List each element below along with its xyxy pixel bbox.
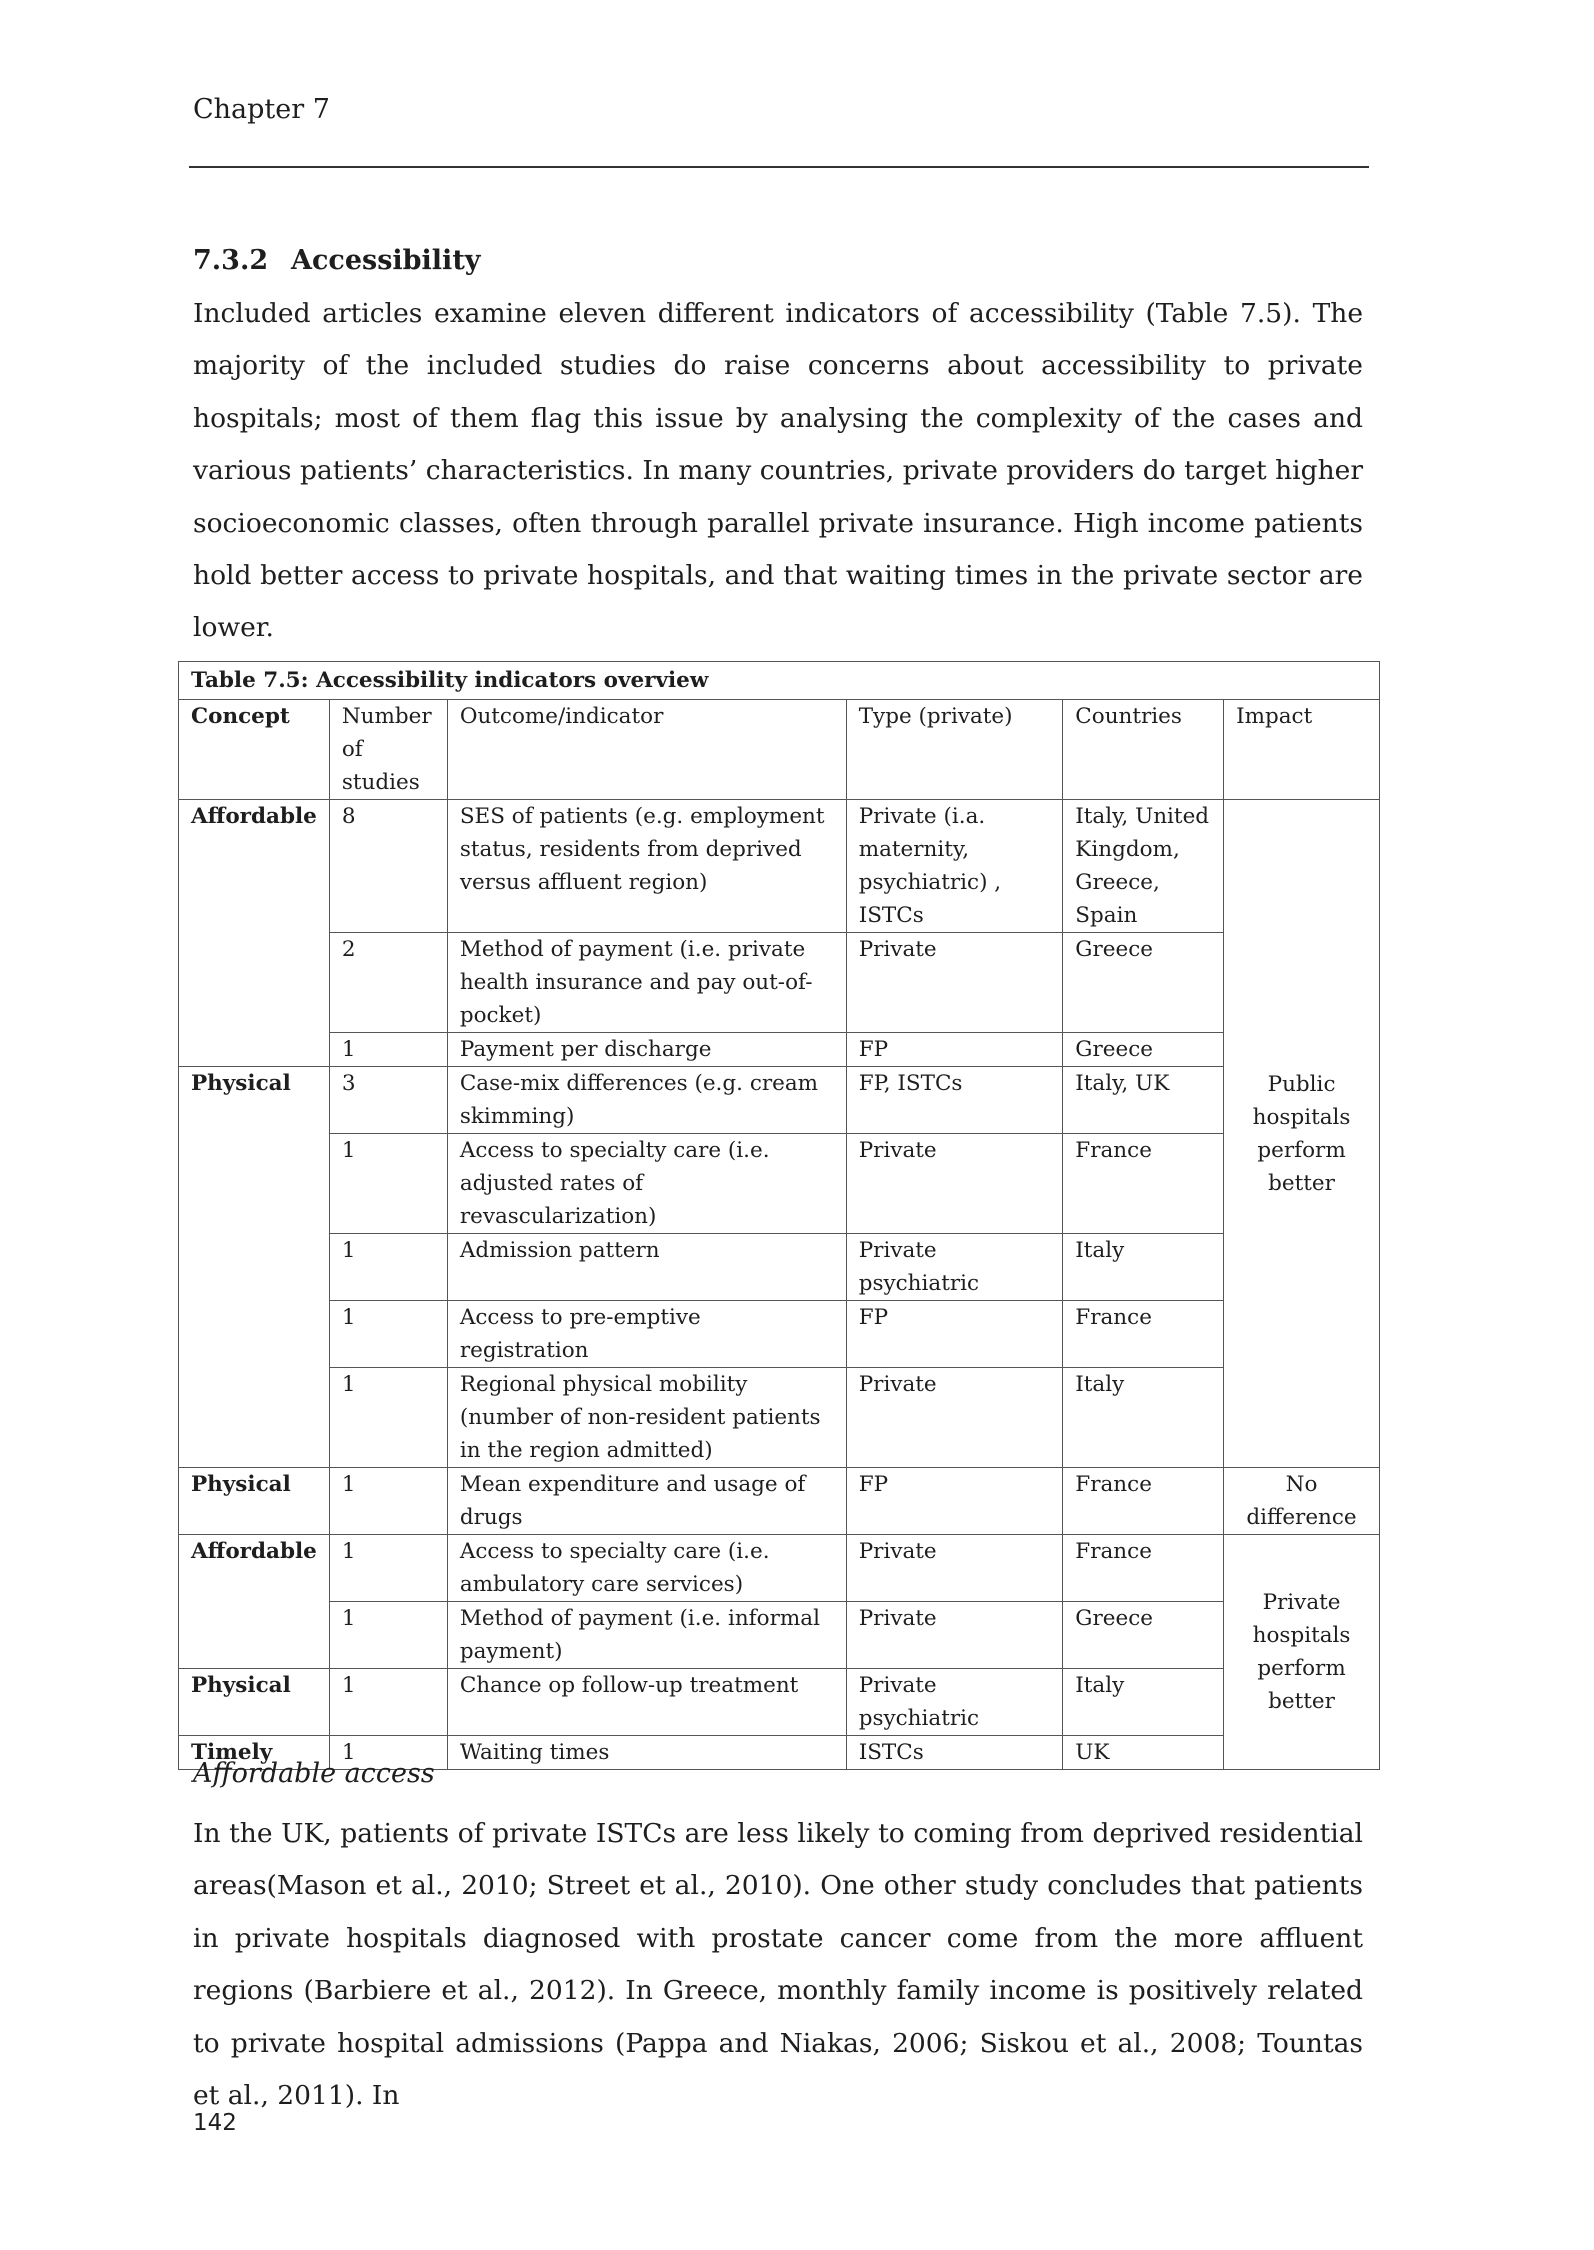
outcome-cell: Payment per discharge	[447, 1033, 846, 1067]
number-cell: 1	[329, 1234, 447, 1301]
outcome-cell: Admission pattern	[447, 1234, 846, 1301]
header-type: Type (private)	[846, 700, 1063, 800]
countries-cell: France	[1063, 1301, 1224, 1368]
type-cell: Private (i.a. maternity, psychiatric) , ISTCs	[846, 800, 1063, 933]
type-cell: FP	[846, 1468, 1063, 1535]
outcome-cell: Case-mix differences (e.g. cream skimming)	[447, 1067, 846, 1134]
table-row	[179, 933, 1380, 1033]
table-caption: Table 7.5: Accessibility indicators overview	[179, 662, 1380, 700]
concept-cell: Physical	[179, 1669, 330, 1736]
table-row	[179, 1368, 1380, 1468]
concept-cell: Physical	[179, 1468, 330, 1535]
header-impact: Impact	[1224, 700, 1380, 800]
outcome-cell: Chance op follow-up treatment	[447, 1669, 846, 1736]
outcome-cell: SES of patients (e.g. employment status, residents from deprived versus affluent region)	[447, 800, 846, 933]
type-cell: FP, ISTCs	[846, 1067, 1063, 1134]
outcome-cell: Regional physical mobility (number of non-resident patients in the region admitted)	[447, 1368, 846, 1468]
header-concept: Concept	[179, 700, 330, 800]
table-row	[179, 1602, 1380, 1669]
table-row	[179, 1669, 1380, 1736]
concept-cell: Timely	[179, 1736, 330, 1770]
number-cell: 2	[329, 933, 447, 1033]
number-cell: 1	[329, 1602, 447, 1669]
number-cell: 1	[329, 1301, 447, 1368]
table-row	[179, 1301, 1380, 1368]
outcome-cell: Access to specialty care (i.e. ambulatory care services)	[447, 1535, 846, 1602]
outcome-cell: Method of payment (i.e. private health insurance and pay out-of-pocket)	[447, 933, 846, 1033]
countries-cell: UK	[1063, 1736, 1224, 1770]
type-cell: FP	[846, 1033, 1063, 1067]
outcome-cell: Method of payment (i.e. informal payment)	[447, 1602, 846, 1669]
outcome-cell: Access to specialty care (i.e. adjusted rates of revascularization)	[447, 1134, 846, 1234]
countries-cell: Italy, UK	[1063, 1067, 1224, 1134]
header-number: Number of studies	[329, 700, 447, 800]
section-number: 7.3.2	[193, 245, 269, 276]
impact-cell-public-better: Public hospitals perform better	[1224, 800, 1380, 1468]
header-outcome: Outcome/indicator	[447, 700, 846, 800]
chapter-header: Chapter 7	[193, 94, 330, 125]
outcome-cell: Mean expenditure and usage of drugs	[447, 1468, 846, 1535]
number-cell: 1	[329, 1368, 447, 1468]
countries-cell: France	[1063, 1468, 1224, 1535]
header-rule	[189, 166, 1369, 168]
section-heading	[193, 245, 480, 276]
outcome-cell: Access to pre-emptive registration	[447, 1301, 846, 1368]
subheading-affordable-access: Affordable access	[193, 1758, 435, 1789]
concept-cell: Affordable	[179, 1535, 330, 1669]
type-cell: Private	[846, 1602, 1063, 1669]
countries-cell: Greece	[1063, 1033, 1224, 1067]
type-cell: Private	[846, 1134, 1063, 1234]
countries-cell: Greece	[1063, 933, 1224, 1033]
type-cell: Private	[846, 933, 1063, 1033]
countries-cell: Italy	[1063, 1669, 1224, 1736]
table-row	[179, 1535, 1380, 1602]
number-cell: 1	[329, 1033, 447, 1067]
table-row	[179, 1234, 1380, 1301]
countries-cell: Greece	[1063, 1602, 1224, 1669]
number-cell: 1	[329, 1736, 447, 1770]
concept-cell: Affordable	[179, 800, 330, 1067]
countries-cell: Italy, United Kingdom, Greece, Spain	[1063, 800, 1224, 933]
type-cell: Private psychiatric	[846, 1234, 1063, 1301]
table-caption-row	[179, 662, 1380, 700]
number-cell: 8	[329, 800, 447, 933]
type-cell: ISTCs	[846, 1736, 1063, 1770]
page-number: 142	[193, 2110, 237, 2136]
accessibility-table	[178, 661, 1380, 1770]
impact-cell-private-better: Private hospitals perform better	[1224, 1535, 1380, 1770]
type-cell: Private psychiatric	[846, 1669, 1063, 1736]
number-cell: 1	[329, 1535, 447, 1602]
type-cell: Private	[846, 1535, 1063, 1602]
impact-cell-no-difference: No difference	[1224, 1468, 1380, 1535]
table-row	[179, 1033, 1380, 1067]
outcome-cell: Waiting times	[447, 1736, 846, 1770]
countries-cell: France	[1063, 1535, 1224, 1602]
type-cell: Private	[846, 1368, 1063, 1468]
table-row	[179, 800, 1380, 933]
countries-cell: France	[1063, 1134, 1224, 1234]
section-title: Accessibility	[291, 245, 481, 276]
type-cell: FP	[846, 1301, 1063, 1368]
countries-cell: Italy	[1063, 1368, 1224, 1468]
number-cell: 1	[329, 1669, 447, 1736]
table-row	[179, 1067, 1380, 1134]
number-cell: 1	[329, 1134, 447, 1234]
number-cell: 1	[329, 1468, 447, 1535]
header-countries: Countries	[1063, 700, 1224, 800]
intro-paragraph: Included articles examine eleven different indicators of accessibility (Table 7.5). The majority of the included studies do raise concerns about accessibility to private hospitals; most of them flag this issue by analysing the complexity of the cases and various patients’ characteristics. In many countries, private providers do target higher socioeconomic classes, often through parallel private insurance. High income patients hold better access to private hospitals, and that waiting times in the private sector are lower.	[193, 298, 1363, 644]
table-header-row	[179, 700, 1380, 800]
table-row	[179, 1468, 1380, 1535]
number-cell: 3	[329, 1067, 447, 1134]
countries-cell: Italy	[1063, 1234, 1224, 1301]
table-row	[179, 1134, 1380, 1234]
body-paragraph: In the UK, patients of private ISTCs are less likely to coming from deprived residential areas(Mason et al., 2010; Street et al., 2010). One other study concludes that patients in private hospitals diagnosed with prostate cancer come from the more affluent regions (Barbiere et al., 2012). In Greece, monthly family income is positively related to private hospital admissions (Pappa and Niakas, 2006; Siskou et al., 2008; Tountas et al., 2011). In	[193, 1818, 1363, 2112]
concept-cell: Physical	[179, 1067, 330, 1468]
